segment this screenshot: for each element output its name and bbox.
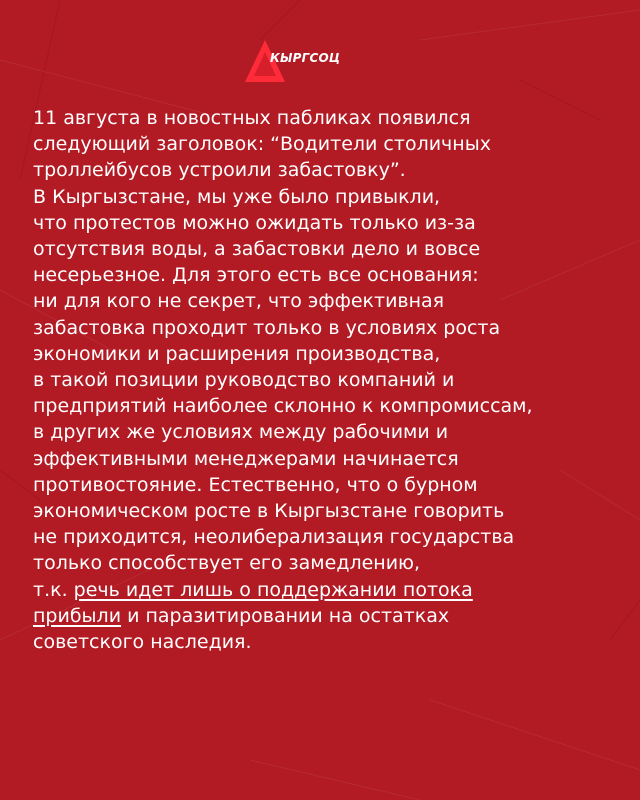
article-line: эффективными менеджерами начинается <box>33 447 459 470</box>
article-line: в такой позиции руководство компаний и <box>33 369 455 392</box>
article-line: предприятий наиболее склонно к компромиссам, <box>33 395 533 418</box>
article-line: несерьезное. Для этого есть все основания: <box>33 264 479 287</box>
article-line: В Кыргызстане, мы уже было привыкли, <box>33 185 441 208</box>
article-line: советского наследия. <box>33 631 252 654</box>
article-text-segment: т.к. <box>33 578 74 601</box>
article-line: забастовка проходит только в условиях роста <box>33 316 501 339</box>
brand-name: КЫРГСОЦ <box>270 51 341 65</box>
article-line: противостояние. Естественно, что о бурном <box>33 473 478 496</box>
article-line: троллейбусов устроили забастовку”. <box>33 159 406 182</box>
article-line: отсутствия воды, а забастовки дело и вовсе <box>33 238 481 261</box>
article-link[interactable]: речь идет лишь о поддержании потока <box>73 578 473 601</box>
article-text <box>33 105 613 655</box>
article-line: экономики и расширения производства, <box>33 342 441 365</box>
article-line: ни для кого не секрет, что эффективная <box>33 290 445 313</box>
article-line: только способствует его замедлению, <box>33 552 421 575</box>
article-line: 11 августа в новостных пабликах появился <box>33 107 471 129</box>
article-line: что протестов можно ожидать только из-за <box>33 211 476 234</box>
article-line: в других же условиях между рабочими и <box>33 421 449 444</box>
article-line <box>33 577 613 603</box>
article-line <box>33 603 613 629</box>
article-line: экономическом росте в Кыргызстане говорить <box>33 500 505 523</box>
article-line: не приходится, неолиберализация государства <box>33 526 515 549</box>
brand-logo[interactable] <box>243 38 363 88</box>
article-line: следующий заголовок: “Водители столичных <box>33 133 491 156</box>
article-text-segment: и паразитировании на остатках <box>121 604 450 627</box>
article-link[interactable]: прибыли <box>33 604 122 627</box>
